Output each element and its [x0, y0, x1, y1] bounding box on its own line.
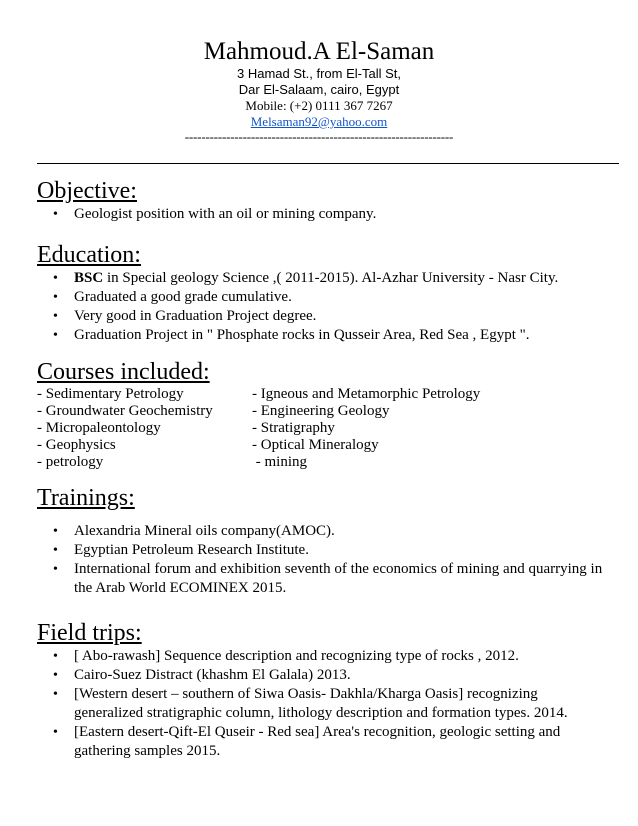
bullet-icon: • — [53, 543, 58, 558]
course-right: - Engineering Geology — [252, 403, 390, 419]
bullet-icon: • — [53, 687, 58, 702]
list-item: • Graduation Project in " Phosphate rocks in Qusseir Area, Red Sea , Egypt ". — [53, 327, 530, 343]
bullet-icon: • — [53, 649, 58, 664]
course-row — [37, 403, 607, 420]
list-item: • [Western desert – southern of Siwa Oasis- Dakhla/Kharga Oasis] recognizing generalized stratigraphic column, lithology description and formation types. 2014. — [53, 686, 568, 721]
email-link[interactable]: Melsaman92@yahoo.com — [250, 114, 388, 129]
header-separator: ----------------------------------------------------------------- — [184, 129, 454, 144]
bullet-icon: • — [53, 725, 58, 740]
degree-label: BSC — [74, 270, 104, 286]
trainings-heading: Trainings: — [37, 485, 135, 511]
objective-heading: Objective: — [37, 178, 137, 204]
education-heading: Education: — [37, 242, 141, 268]
bullet-icon: • — [53, 271, 58, 286]
list-item: • Alexandria Mineral oils company(AMOC). — [53, 523, 335, 539]
mobile-number: Mobile: (+2) 0111 367 7267 — [245, 98, 393, 113]
list-item: • Egyptian Petroleum Research Institute. — [53, 542, 309, 558]
address-line-2: Dar El-Salaam, cairo, Egypt — [238, 82, 400, 97]
candidate-name: Mahmoud.A El-Saman — [203, 38, 435, 65]
field-trips-list — [37, 647, 607, 761]
course-row — [37, 437, 607, 454]
course-row — [37, 454, 607, 471]
course-left: - petrology — [37, 454, 104, 470]
bullet-icon: • — [53, 207, 58, 222]
course-right: - Stratigraphy — [252, 420, 335, 436]
list-item: • [ Abo-rawash] Sequence description and recognizing type of rocks , 2012. — [53, 648, 519, 664]
bullet-icon: • — [53, 328, 58, 343]
bullet-icon: • — [53, 290, 58, 305]
list-item: • Cairo-Suez Distract (khashm El Galala) 2013. — [53, 667, 351, 683]
education-list — [37, 269, 607, 345]
course-row — [37, 420, 607, 437]
courses-heading: Courses included: — [37, 359, 210, 385]
resume-header — [0, 38, 638, 144]
list-item: • Graduated a good grade cumulative. — [53, 289, 292, 305]
course-left: - Sedimentary Petrology — [37, 386, 184, 402]
trainings-list — [37, 522, 607, 598]
address-line-1: 3 Hamad St., from El-Tall St, — [237, 66, 401, 81]
education-section — [37, 241, 607, 345]
courses-section — [37, 358, 607, 471]
course-right: - mining — [252, 454, 307, 470]
bullet-icon: • — [53, 524, 58, 539]
list-item: • Very good in Graduation Project degree. — [53, 308, 317, 324]
course-left: - Groundwater Geochemistry — [37, 403, 213, 419]
course-right: - Optical Mineralogy — [252, 437, 379, 453]
list-item: • International forum and exhibition seventh of the economics of mining and quarrying in the Arab World ECOMINEX 2015. — [53, 561, 603, 596]
course-left: - Geophysics — [37, 437, 116, 453]
course-right: - Igneous and Metamorphic Petrology — [252, 386, 481, 402]
field-trips-heading: Field trips: — [37, 620, 142, 646]
bullet-icon: • — [53, 562, 58, 577]
list-item: • BSC in Special geology Science ,( 2011-2015). Al-Azhar University - Nasr City. — [53, 270, 559, 286]
course-row — [37, 386, 607, 403]
bullet-icon: • — [53, 668, 58, 683]
course-left: - Micropaleontology — [37, 420, 161, 436]
objective-list — [37, 205, 607, 224]
list-item: • Geologist position with an oil or mining company. — [53, 206, 377, 222]
field-trips-section — [37, 619, 607, 761]
courses-table — [37, 386, 607, 471]
objective-section — [37, 177, 607, 224]
list-item: • [Eastern desert-Qift-El Quseir - Red sea] Area's recognition, geologic setting and gathering samples 2015. — [53, 724, 561, 759]
horizontal-rule — [37, 163, 619, 164]
bullet-icon: • — [53, 309, 58, 324]
trainings-section — [37, 484, 607, 598]
